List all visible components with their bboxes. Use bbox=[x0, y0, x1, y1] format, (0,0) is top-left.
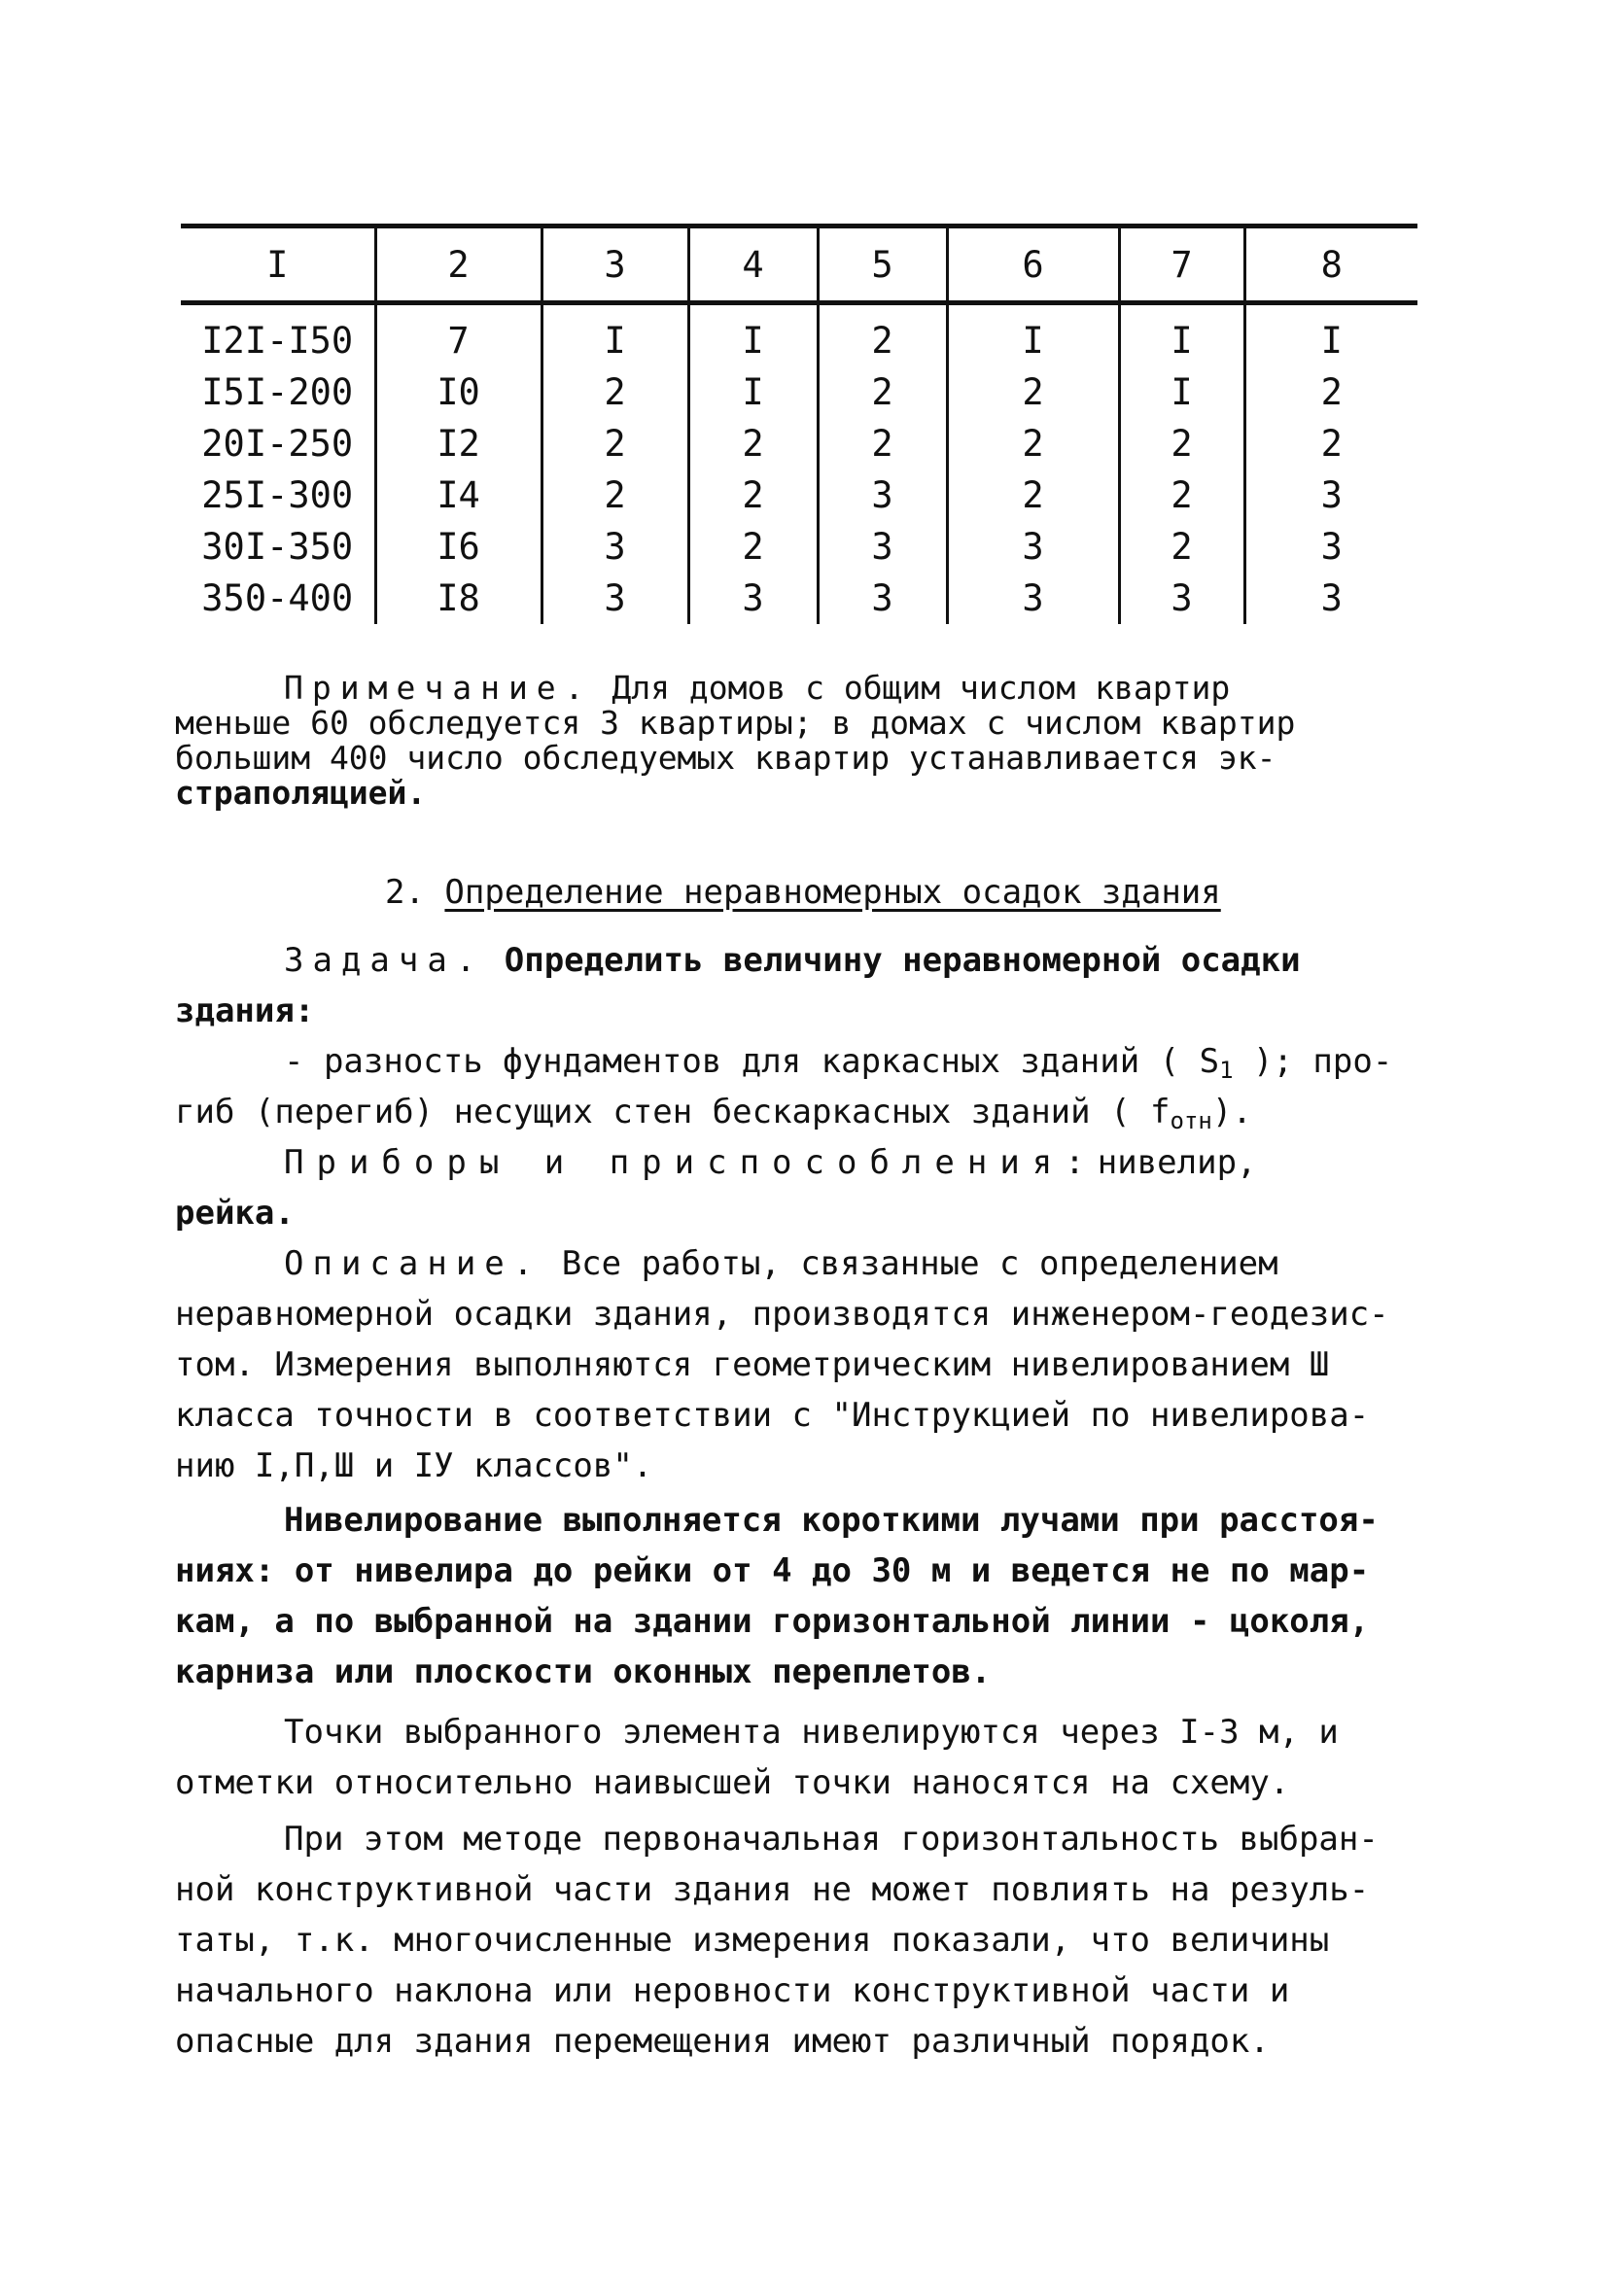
paragraph-line: ной конструктивной части здания не может повлиять на резуль- bbox=[175, 1870, 1370, 1909]
column-header: 2 bbox=[375, 226, 542, 303]
subscript: 1 bbox=[1219, 1057, 1234, 1084]
table-cell: I4 bbox=[375, 470, 542, 521]
description-line: том. Измерения выполняются геометрическим нивелированием Ш bbox=[175, 1345, 1330, 1384]
table-cell: I2 bbox=[375, 418, 542, 470]
table-cell: I bbox=[947, 303, 1119, 367]
column-header: 5 bbox=[818, 226, 947, 303]
table-cell: I8 bbox=[375, 573, 542, 624]
table-cell: I bbox=[1119, 303, 1244, 367]
table-cell: I bbox=[1119, 366, 1244, 418]
paragraph-line: отметки относительно наивысшей точки наносятся на схему. bbox=[175, 1763, 1290, 1802]
table-row bbox=[181, 366, 1417, 418]
note-label: Примечание. bbox=[284, 669, 593, 707]
task-line: здания: bbox=[175, 991, 315, 1030]
table-row bbox=[181, 521, 1417, 573]
column-header: I bbox=[266, 243, 289, 286]
table-cell: 350-400 bbox=[201, 577, 354, 619]
section-heading bbox=[385, 867, 1221, 918]
description-label: Описание. bbox=[284, 1244, 542, 1283]
table-row bbox=[181, 470, 1417, 521]
table-cell: 2 bbox=[818, 303, 947, 367]
table-cell: I5I-200 bbox=[201, 371, 354, 413]
paragraph-line: карниза или плоскости оконных переплетов. bbox=[175, 1652, 992, 1691]
table-cell: 3 bbox=[1119, 573, 1244, 624]
table-cell: 2 bbox=[947, 366, 1119, 418]
section-title: Определение неравномерных осадок здания bbox=[444, 873, 1221, 912]
table-cell: 3 bbox=[688, 573, 818, 624]
paragraph-line: ниях: от нивелира до рейки от 4 до 30 м и ведется не по мар- bbox=[175, 1551, 1370, 1590]
table-cell: 2 bbox=[947, 418, 1119, 470]
instruments-text: нивелир, bbox=[1097, 1143, 1257, 1182]
column-header: 6 bbox=[947, 226, 1119, 303]
table-cell: I6 bbox=[375, 521, 542, 573]
table-cell: 2 bbox=[947, 470, 1119, 521]
paragraph-line: Точки выбранного элемента нивелируются через I-3 м, и bbox=[284, 1713, 1339, 1752]
table-body bbox=[181, 303, 1417, 625]
table-cell: 25I-300 bbox=[201, 474, 354, 516]
table-cell: 2 bbox=[688, 418, 818, 470]
data-table bbox=[181, 224, 1417, 624]
table-cell: 2 bbox=[688, 470, 818, 521]
table-cell: I bbox=[688, 303, 818, 367]
paragraph-line: таты, т.к. многочисленные измерения показали, что величины bbox=[175, 1921, 1330, 1960]
table-cell: 2 bbox=[1119, 418, 1244, 470]
description-line: неравномерной осадки здания, производятся инженером-геодезис- bbox=[175, 1295, 1389, 1334]
task-text: ). bbox=[1211, 1093, 1252, 1131]
note-line: большим 400 число обследуемых квартир устанавливается эк- bbox=[175, 739, 1276, 777]
table-cell: 3 bbox=[947, 573, 1119, 624]
table-cell: 3 bbox=[1244, 470, 1417, 521]
section-number: 2. bbox=[385, 873, 445, 912]
table-cell: 2 bbox=[1119, 470, 1244, 521]
description-line: нию I,П,Ш и IУ классов". bbox=[175, 1446, 653, 1485]
table-header bbox=[181, 226, 1417, 303]
table-row bbox=[181, 573, 1417, 624]
table-cell: I2I-I50 bbox=[201, 320, 354, 362]
task-text: гиб (перегиб) несущих стен бескаркасных зданий ( f bbox=[175, 1093, 1171, 1131]
table-cell: 3 bbox=[947, 521, 1119, 573]
task-text: ); про- bbox=[1233, 1042, 1393, 1081]
column-header: 7 bbox=[1119, 226, 1244, 303]
paragraph-line: Нивелирование выполняется короткими лучами при расстоя- bbox=[284, 1501, 1379, 1540]
task-label: Задача. bbox=[284, 941, 485, 980]
table-cell: 3 bbox=[818, 573, 947, 624]
note-line: меньше 60 обследуется 3 квартиры; в домах с числом квартир bbox=[175, 704, 1296, 742]
note-line: страполяцией. bbox=[175, 774, 427, 812]
table-cell: 2 bbox=[1119, 521, 1244, 573]
task-text: - разность фундаментов для каркасных зданий ( S bbox=[284, 1042, 1220, 1081]
table-cell: 20I-250 bbox=[201, 423, 354, 465]
table-cell: 3 bbox=[542, 573, 688, 624]
description-line bbox=[284, 1238, 1278, 1289]
note-text: Для домов с общим числом квартир bbox=[592, 669, 1231, 707]
column-header: 8 bbox=[1244, 226, 1417, 303]
table-cell: 2 bbox=[542, 418, 688, 470]
paragraph-line: кам, а по выбранной на здании горизонтальной линии - цоколя, bbox=[175, 1602, 1370, 1641]
note-line bbox=[284, 671, 1230, 706]
task-line bbox=[284, 935, 1301, 986]
table-cell: I bbox=[1244, 303, 1417, 367]
table-cell: 3 bbox=[542, 521, 688, 573]
table-cell: 3 bbox=[1244, 573, 1417, 624]
table-cell: 2 bbox=[818, 366, 947, 418]
table-cell: I bbox=[542, 303, 688, 367]
table-row bbox=[181, 303, 1417, 367]
table-cell: 3 bbox=[818, 521, 947, 573]
table-cell: I0 bbox=[375, 366, 542, 418]
paragraph-line: опасные для здания перемещения имеют различный порядок. bbox=[175, 2022, 1270, 2061]
instruments-line: рейка. bbox=[175, 1194, 295, 1233]
table-cell: 3 bbox=[818, 470, 947, 521]
table-cell: 2 bbox=[688, 521, 818, 573]
table-cell: 7 bbox=[375, 303, 542, 367]
subscript: отн bbox=[1170, 1107, 1212, 1134]
table-cell: 2 bbox=[818, 418, 947, 470]
paragraph-line: начального наклона или неровности конструктивной части и bbox=[175, 1971, 1290, 2010]
task-text: Определить величину неравномерной осадки bbox=[484, 941, 1301, 980]
column-header: 3 bbox=[542, 226, 688, 303]
table-cell: 2 bbox=[542, 470, 688, 521]
table-cell: 2 bbox=[1244, 418, 1417, 470]
column-header: 4 bbox=[688, 226, 818, 303]
paragraph-line: При этом методе первоначальная горизонтальность выбран- bbox=[284, 1820, 1379, 1859]
table-cell: 2 bbox=[1244, 366, 1417, 418]
instruments-line bbox=[284, 1137, 1257, 1188]
description-text: Все работы, связанные с определением bbox=[542, 1244, 1278, 1283]
description-line: класса точности в соответствии с "Инструкцией по нивелирова- bbox=[175, 1396, 1370, 1435]
table-cell: 2 bbox=[542, 366, 688, 418]
table-cell: 30I-350 bbox=[201, 526, 354, 568]
instruments-label: Приборы и приспособления: bbox=[284, 1143, 1098, 1182]
table-row bbox=[181, 418, 1417, 470]
table-cell: 3 bbox=[1244, 521, 1417, 573]
table-cell: I bbox=[688, 366, 818, 418]
